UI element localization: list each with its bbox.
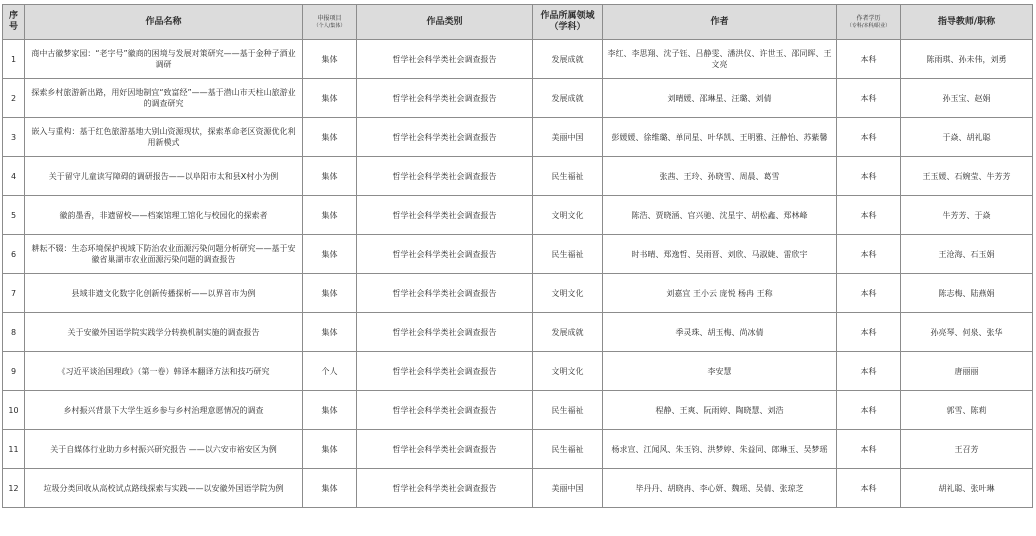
cell-education: 本科 [837,352,901,391]
cell-education: 本科 [837,79,901,118]
table-row [3,157,1033,196]
cell-apply-type: 集体 [303,40,357,79]
cell-apply-type: 集体 [303,430,357,469]
cell-advisor: 牛芳芳、于焱 [901,196,1033,235]
cell-index: 6 [3,235,25,274]
cell-work-name: 探索乡村旅游新出路，用好因地制宜“致富经”——基于潜山市天柱山旅游业的调查研究 [25,79,303,118]
cell-apply-type: 集体 [303,79,357,118]
table-row [3,313,1033,352]
cell-authors: 彭媛媛、徐维璐、单同星、叶华凯、王明雅、汪静怡、苏紫馨 [603,118,837,157]
header-index: 序号 [3,5,25,40]
cell-category: 哲学社会科学类社会调查报告 [357,235,533,274]
table-row [3,274,1033,313]
cell-field: 文明文化 [533,274,603,313]
header-authors: 作者 [603,5,837,40]
table-row [3,352,1033,391]
cell-field: 民生福祉 [533,157,603,196]
table-row [3,40,1033,79]
cell-work-name: 商中古徽梦家园：“老字号”徽商的困境与发展对策研究——基于金种子酒业调研 [25,40,303,79]
cell-education: 本科 [837,313,901,352]
cell-authors: 刘晴媛、邵琳星、汪璐、刘倩 [603,79,837,118]
cell-advisor: 胡礼聪、张叶琳 [901,469,1033,508]
cell-authors: 时书晴、郑逸哲、吴雨晋、刘欣、马淑婕、雷欣宇 [603,235,837,274]
cell-authors: 季灵珠、胡玉梅、尚冰倩 [603,313,837,352]
cell-field: 美丽中国 [533,118,603,157]
cell-education: 本科 [837,391,901,430]
cell-education: 本科 [837,196,901,235]
cell-authors: 程静、王爽、阮雨婷、陶晓慧、刘浩 [603,391,837,430]
cell-category: 哲学社会科学类社会调查报告 [357,391,533,430]
cell-index: 7 [3,274,25,313]
cell-advisor: 陈志梅、陆燕娟 [901,274,1033,313]
cell-authors: 毕丹丹、胡晓冉、李心妍、魏瑶、吴倩、张琼芝 [603,469,837,508]
cell-field: 文明文化 [533,352,603,391]
table-row [3,118,1033,157]
cell-apply-type: 集体 [303,235,357,274]
cell-index: 4 [3,157,25,196]
cell-advisor: 唐丽丽 [901,352,1033,391]
cell-category: 哲学社会科学类社会调查报告 [357,40,533,79]
cell-work-name: 关于安徽外国语学院实践学分转换机制实施的调查报告 [25,313,303,352]
cell-advisor: 孙玉宝、赵娟 [901,79,1033,118]
cell-index: 5 [3,196,25,235]
cell-index: 10 [3,391,25,430]
cell-category: 哲学社会科学类社会调查报告 [357,157,533,196]
cell-advisor: 王沧海、石玉娟 [901,235,1033,274]
cell-category: 哲学社会科学类社会调查报告 [357,79,533,118]
cell-apply-type: 集体 [303,196,357,235]
cell-education: 本科 [837,40,901,79]
cell-apply-type: 集体 [303,157,357,196]
header-education-sub: （专科/本科/职业） [846,22,891,29]
cell-index: 11 [3,430,25,469]
cell-field: 发展成就 [533,79,603,118]
works-table [2,4,1033,508]
header-education [837,5,901,40]
cell-index: 12 [3,469,25,508]
cell-education: 本科 [837,430,901,469]
cell-category: 哲学社会科学类社会调查报告 [357,352,533,391]
cell-advisor: 郭雪、陈莉 [901,391,1033,430]
header-name: 作品名称 [25,5,303,40]
cell-authors: 李安慧 [603,352,837,391]
cell-work-name: 徽韵墨香，非遗留校——档案馆理工馆化与校园化的探索者 [25,196,303,235]
cell-education: 本科 [837,157,901,196]
header-apply-type [303,5,357,40]
cell-education: 本科 [837,235,901,274]
cell-work-name: 乡村振兴背景下大学生返乡参与乡村治理意愿情况的调查 [25,391,303,430]
header-apply-type-label: 申报项目 [317,14,342,22]
cell-index: 8 [3,313,25,352]
header-apply-type-sub: （个人/集体） [313,22,346,29]
table-row [3,196,1033,235]
cell-field: 民生福祉 [533,235,603,274]
table-header [3,5,1033,40]
cell-index: 9 [3,352,25,391]
cell-apply-type: 集体 [303,274,357,313]
cell-field: 发展成就 [533,40,603,79]
cell-work-name: 关于自媒体行业助力乡村振兴研究报告 ——以六安市裕安区为例 [25,430,303,469]
cell-advisor: 王玉媛、石婉莹、牛芳芳 [901,157,1033,196]
cell-category: 哲学社会科学类社会调查报告 [357,118,533,157]
header-category: 作品类别 [357,5,533,40]
table-body [3,40,1033,508]
cell-education: 本科 [837,469,901,508]
cell-advisor: 于焱、胡礼聪 [901,118,1033,157]
cell-category: 哲学社会科学类社会调查报告 [357,274,533,313]
header-field: 作品所属领域（学科） [533,5,603,40]
cell-authors: 陈浩、贾晓涵、官兴驰、沈星宇、胡松鑫、郑林峰 [603,196,837,235]
cell-apply-type: 集体 [303,118,357,157]
header-advisor: 指导教师/职称 [901,5,1033,40]
table-row [3,430,1033,469]
cell-education: 本科 [837,274,901,313]
cell-authors: 张茜、王玲、孙晓雪、周晨、葛雪 [603,157,837,196]
cell-authors: 杨求宣、江闻风、朱玉钧、洪梦婷、朱益同、郎琳玉、吴梦瑶 [603,430,837,469]
cell-apply-type: 集体 [303,313,357,352]
cell-work-name: 垃圾分类回收从高校试点路线探索与实践——以安徽外国语学院为例 [25,469,303,508]
table-row [3,469,1033,508]
cell-index: 1 [3,40,25,79]
table-row [3,391,1033,430]
cell-category: 哲学社会科学类社会调查报告 [357,430,533,469]
cell-apply-type: 集体 [303,469,357,508]
cell-education: 本科 [837,118,901,157]
header-education-label: 作者学历 [856,14,881,22]
table-row [3,79,1033,118]
cell-advisor: 陈雨琪、孙未伟，刘勇 [901,40,1033,79]
cell-field: 民生福祉 [533,391,603,430]
cell-advisor: 孙亮琴、何泉、张华 [901,313,1033,352]
cell-category: 哲学社会科学类社会调查报告 [357,469,533,508]
cell-work-name: 《习近平谈治国理政》（第一卷）韩译本翻译方法和技巧研究 [25,352,303,391]
cell-work-name: 耕耘不辍：生态环境保护视域下防治农业面源污染问题分析研究——基于安徽省巢湖市农业面源污染问题的调查报告 [25,235,303,274]
cell-apply-type: 个人 [303,352,357,391]
cell-category: 哲学社会科学类社会调查报告 [357,196,533,235]
cell-work-name: 关于留守儿童读写障碍的调研报告——以阜阳市太和县X村小为例 [25,157,303,196]
award-table-sheet [2,4,1032,532]
cell-work-name: 县域非遗文化数字化创新传播探析——以界首市为例 [25,274,303,313]
cell-field: 民生福祉 [533,430,603,469]
cell-index: 2 [3,79,25,118]
cell-field: 美丽中国 [533,469,603,508]
table-row [3,235,1033,274]
cell-category: 哲学社会科学类社会调查报告 [357,313,533,352]
cell-field: 文明文化 [533,196,603,235]
cell-apply-type: 集体 [303,391,357,430]
cell-work-name: 嵌入与重构：基于红色旅游基地大别山资源现状，探索革命老区资源优化利用新模式 [25,118,303,157]
cell-authors: 刘嘉宜 王小云 庞悦 杨冉 王称 [603,274,837,313]
cell-authors: 李红、李思翔、沈子钰、吕静雯、潘洪仪、许世玉、邵同晖、王文亮 [603,40,837,79]
cell-advisor: 王召芳 [901,430,1033,469]
cell-index: 3 [3,118,25,157]
cell-field: 发展成就 [533,313,603,352]
